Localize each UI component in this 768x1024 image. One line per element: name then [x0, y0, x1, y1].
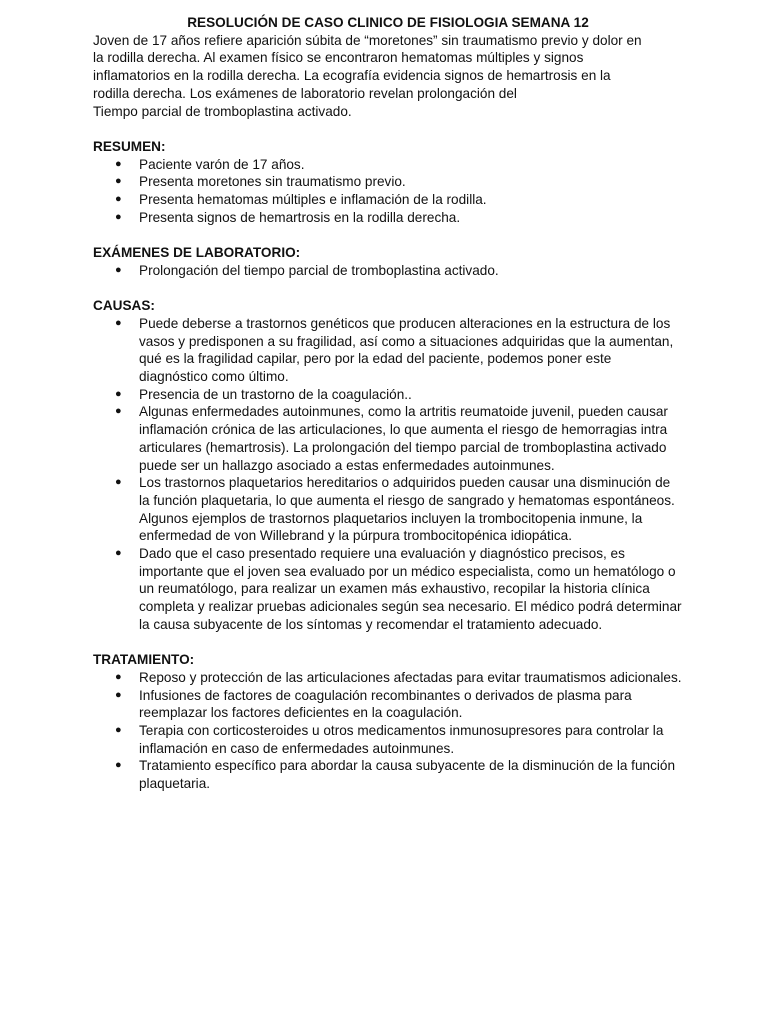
list-item [93, 403, 683, 474]
bullet-icon: ● [115, 175, 122, 188]
list-item-text: Algunas enfermedades autoinmunes, como la artritis reumatoide juvenil, pueden causar inflamación crónica de las articulaciones, lo que aumenta el riesgo de hemorragias intra articulares (hemartrosis). La prolongación del tiempo parcial de tromboplastina activado puede ser un hallazgo asociado a estas enfermedades autoinmunes. [139, 404, 668, 473]
list-item-text: Presenta hematomas múltiples e inflamación de la rodilla. [139, 192, 487, 208]
list-item [93, 545, 683, 634]
section-resumen [93, 138, 683, 227]
resumen-list [93, 156, 683, 227]
bullet-icon: ● [115, 387, 122, 400]
section-heading-resumen: RESUMEN: [93, 138, 166, 154]
list-item [93, 669, 683, 687]
list-item-text: Tratamiento específico para abordar la causa subyacente de la disminución de la función plaquetaria. [139, 758, 676, 792]
section-heading-tratamiento: TRATAMIENTO: [93, 652, 195, 668]
section-heading-examenes: EXÁMENES DE LABORATORIO: [93, 245, 301, 261]
list-item-text: Los trastornos plaquetarios hereditarios o adquiridos pueden causar una disminución de la función plaquetaria, lo que aumenta el riesgo de sangrado y hematomas espontáneos. Algunos ejemplos de trastornos plaquetarios incluyen la trombocitopenia inmune, la enfermedad de von Willebrand y la púrpura trombocitopénica idiopática. [139, 475, 675, 544]
section-heading-causas: CAUSAS: [93, 298, 155, 314]
case-description: Joven de 17 años refiere aparición súbita de “moretones” sin traumatismo previo y dolor en la rodilla derecha. Al examen físico se encontraron hematomas múltiples y signos inflamatorios en la rodilla derecha. La ecografía evidencia signos de hemartrosis en la rodilla derecha. Los exámenes de laboratorio revelan prolongación del Tiempo parcial de tromboplastina activado. [93, 32, 642, 119]
list-item-text: Presenta moretones sin traumatismo previo. [139, 174, 406, 190]
bullet-icon: ● [115, 157, 122, 170]
list-item-text: Terapia con corticosteroides u otros medicamentos inmunosupresores para controlar la inflamación en caso de enfermedades autoinmunes. [139, 723, 664, 756]
section-causas [93, 297, 683, 633]
list-item [93, 262, 683, 280]
list-item-text: Reposo y protección de las articulaciones afectadas para evitar traumatismos adicionales. [139, 669, 682, 685]
list-item-text: Presenta signos de hemartrosis en la rodilla derecha. [139, 209, 461, 225]
list-item [93, 687, 683, 722]
list-item-text: Presencia de un trastorno de la coagulación.. [139, 386, 412, 402]
list-item [93, 315, 683, 386]
bullet-icon: ● [115, 193, 122, 206]
list-item-text: Infusiones de factores de coagulación recombinantes o derivados de plasma para reemplazar los factores deficientes en la coagulación. [139, 687, 632, 721]
bullet-icon: ● [115, 688, 122, 701]
list-item [93, 173, 683, 191]
list-item [93, 757, 683, 792]
causas-list [93, 315, 683, 634]
list-item [93, 156, 683, 174]
list-item-text: Prolongación del tiempo parcial de tromboplastina activado. [139, 262, 499, 278]
section-tratamiento [93, 651, 683, 793]
bullet-icon: ● [115, 316, 122, 329]
section-examenes [93, 244, 683, 279]
document-page [93, 14, 683, 793]
list-item [93, 386, 683, 404]
bullet-icon: ● [115, 263, 122, 276]
list-item-text: Puede deberse a trastornos genéticos que producen alteraciones en la estructura de los vasos y predisponen a su fragilidad, así como a situaciones adquiridas que la aumentan, qué es la fragilidad capilar, pero por la edad del paciente, podemos poner este diagnóstico como último. [139, 315, 674, 385]
bullet-icon: ● [115, 670, 122, 683]
bullet-icon: ● [115, 210, 122, 223]
list-item [93, 474, 683, 545]
list-item [93, 722, 683, 757]
bullet-icon: ● [115, 547, 122, 560]
list-item-text: Dado que el caso presentado requiere una evaluación y diagnóstico precisos, es importante que el joven sea evaluado por un médico especialista, como un hematólogo o un reumatólogo, para realizar un examen más exhaustivo, recopilar la historia clínica completa y realizar pruebas adicionales según sea necesario. El médico podrá determinar la causa subyacente de los síntomas y recomendar el tratamiento adecuado. [139, 546, 682, 632]
bullet-icon: ● [115, 724, 122, 737]
tratamiento-list [93, 669, 683, 793]
bullet-icon: ● [115, 405, 122, 418]
bullet-icon: ● [115, 759, 122, 772]
list-item [93, 191, 683, 209]
document-title: RESOLUCIÓN DE CASO CLINICO DE FISIOLOGIA SEMANA 12 [187, 15, 589, 30]
list-item [93, 209, 683, 227]
bullet-icon: ● [115, 476, 122, 489]
examenes-list [93, 262, 683, 280]
list-item-text: Paciente varón de 17 años. [139, 156, 305, 172]
